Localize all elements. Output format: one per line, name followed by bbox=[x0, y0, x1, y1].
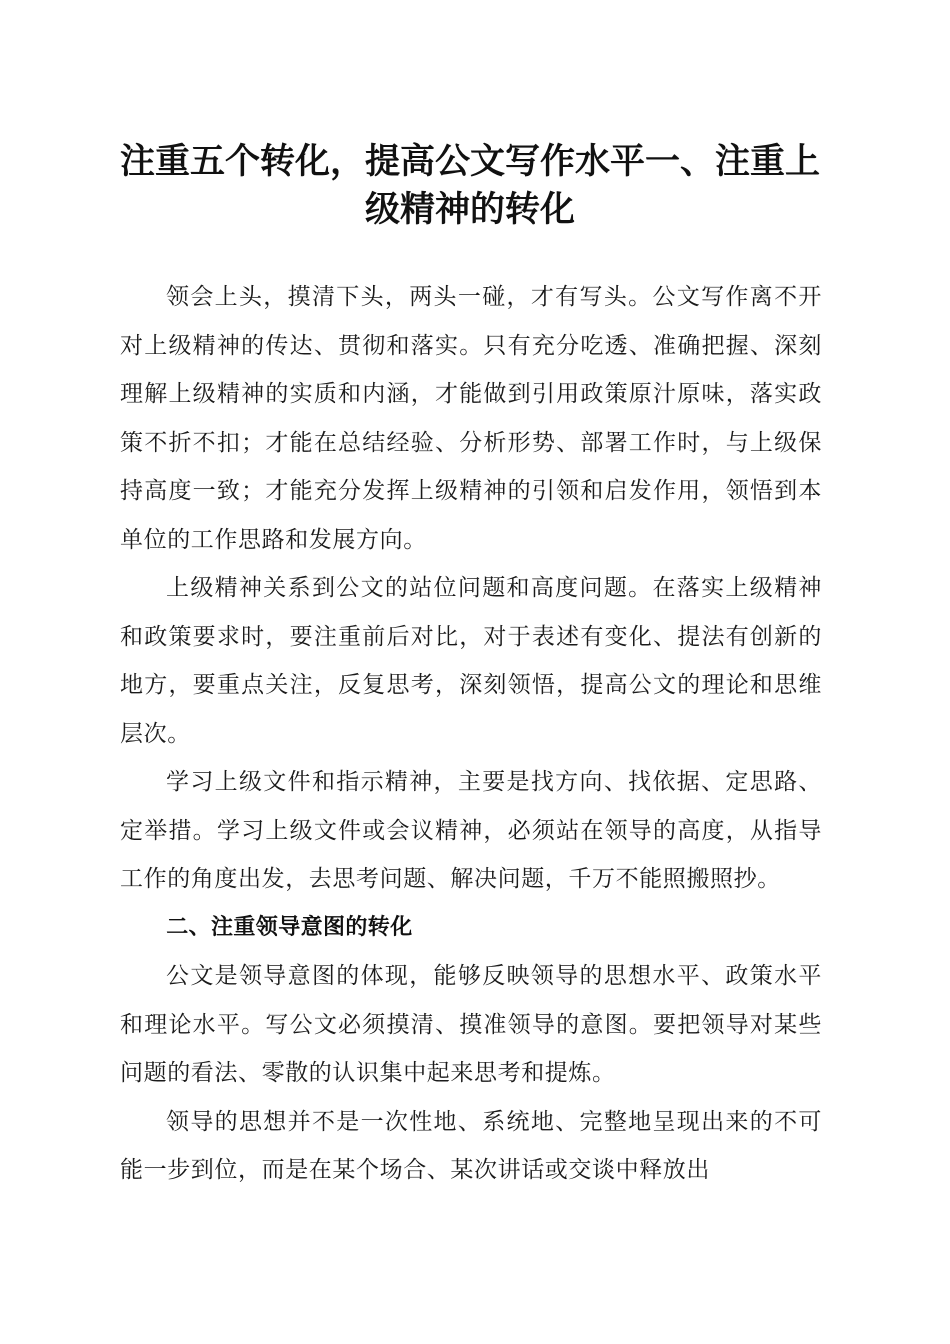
paragraph: 上级精神关系到公文的站位问题和高度问题。在落实上级精神和政策要求时，要注重前后对比，对于表述有变化、提法有创新的地方，要重点关注，反复思考，深刻领悟，提高公文的理论和思维层次。 bbox=[120, 575, 822, 747]
paragraph: 领会上头，摸清下头，两头一碰，才有写头。公文写作离不开对上级精神的传达、贯彻和落实。只有充分吃透、准确把握、深刻理解上级精神的实质和内涵，才能做到引用政策原汁原味，落实政策不折不扣；才能在总结经验、分析形势、部署工作时，与上级保持高度一致；才能充分发挥上级精神的引领和启发作用，领悟到本单位的工作思路和发展方向。 bbox=[120, 284, 822, 553]
paragraph: 公文是领导意图的体现，能够反映领导的思想水平、政策水平和理论水平。写公文必须摸清、摸准领导的意图。要把领导对某些问题的看法、零散的认识集中起来思考和提炼。 bbox=[120, 963, 822, 1086]
paragraph: 学习上级文件和指示精神，主要是找方向、找依据、定思路、定举措。学习上级文件或会议精神，必须站在领导的高度，从指导工作的角度出发，去思考问题、解决问题，千万不能照搬照抄。 bbox=[120, 769, 822, 892]
paragraph: 领导的思想并不是一次性地、系统地、完整地呈现出来的不可能一步到位，而是在某个场合、某次讲话或交谈中释放出 bbox=[120, 1108, 822, 1183]
document-body bbox=[120, 273, 822, 1195]
document-title: 注重五个转化，提高公文写作水平一、注重上级精神的转化 bbox=[119, 141, 820, 230]
section-heading: 二、注重领导意图的转化 bbox=[166, 914, 413, 940]
